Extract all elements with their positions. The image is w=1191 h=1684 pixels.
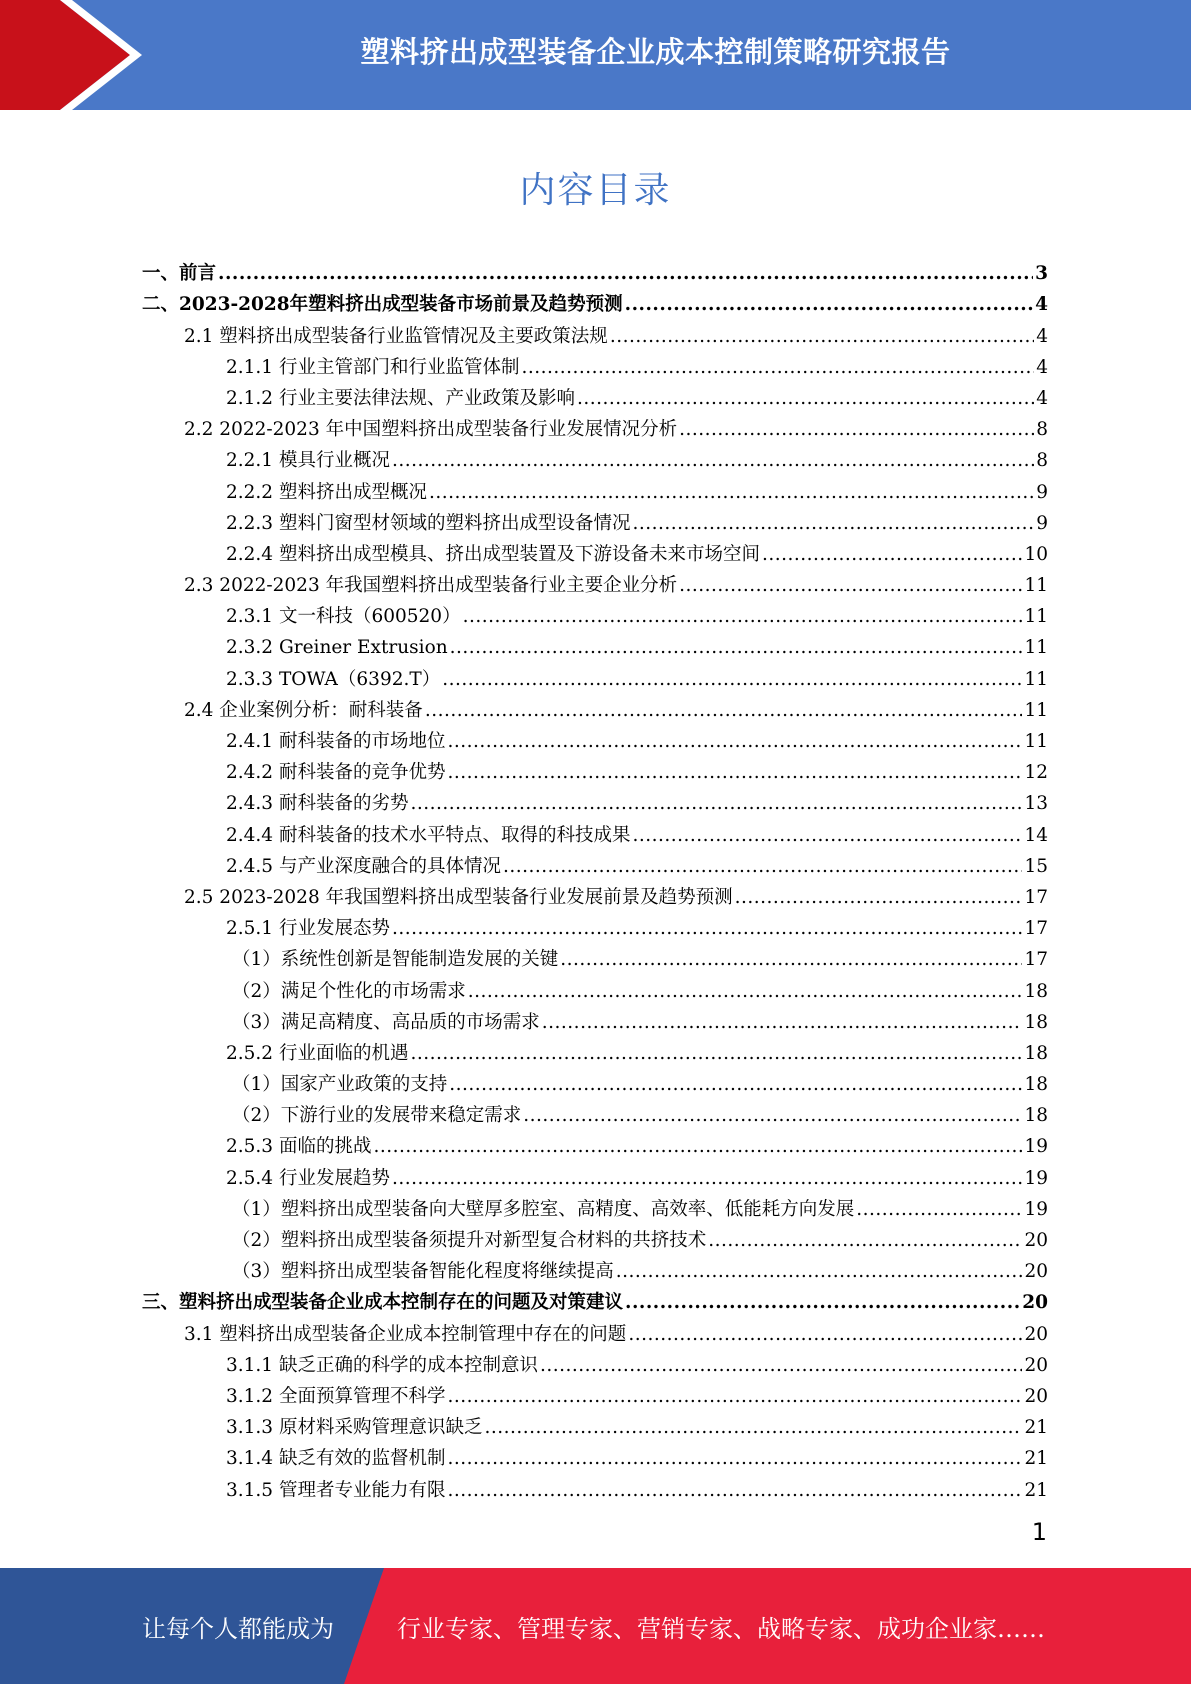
toc-entry-page: 12	[1024, 762, 1048, 784]
toc-entry[interactable]	[142, 1346, 1048, 1377]
toc-leader-dots	[616, 1261, 1023, 1283]
footer-banner	[0, 1568, 1191, 1684]
toc-entry-label: 2.1.2 行业主要法律法规、产业政策及影响	[226, 387, 575, 409]
toc-leader-dots	[392, 918, 1022, 940]
toc-leader-dots	[735, 887, 1023, 909]
toc-entry-label: 2.2.4 塑料挤出成型模具、挤出成型装置及下游设备未来市场空间	[226, 543, 760, 565]
toc-entry[interactable]	[142, 940, 1048, 971]
toc-entry-label: 3.1.4 缺乏有效的监督机制	[226, 1448, 446, 1470]
toc-entry[interactable]	[142, 1314, 1048, 1345]
toc-leader-dots	[463, 606, 1023, 628]
toc-entry-label: 2.4 企业案例分析：耐科装备	[184, 699, 423, 721]
toc-leader-dots	[425, 700, 1023, 722]
footer-slogan-left: 让每个人都能成为	[142, 1614, 334, 1643]
toc-leader-dots	[632, 825, 1022, 847]
toc-entry-page: 4	[1036, 387, 1048, 409]
toc-leader-dots	[708, 1230, 1022, 1252]
toc-leader-dots	[625, 294, 1033, 316]
toc-leader-dots	[762, 544, 1022, 566]
toc-entry-label: 2.3.3 TOWA（6392.T）	[226, 668, 441, 690]
toc-entry-label: 2.3.1 文一科技（600520）	[226, 606, 461, 628]
toc-leader-dots	[679, 419, 1034, 441]
toc-leader-dots	[610, 326, 1034, 348]
toc-entry-label: （1）国家产业政策的支持	[232, 1074, 448, 1096]
toc-entry-page: 20	[1024, 1354, 1048, 1376]
toc-entry-page: 8	[1036, 450, 1048, 472]
toc-entry-page: 11	[1024, 731, 1048, 752]
toc-entry-page: 20	[1024, 1323, 1048, 1345]
footer-slogan-right: 行业专家、管理专家、营销专家、战略专家、成功企业家……	[397, 1614, 1045, 1643]
toc-entry[interactable]	[142, 504, 1048, 535]
toc-entry-page: 18	[1024, 1105, 1048, 1127]
toc-entry[interactable]	[142, 1158, 1048, 1189]
toc-entry-label: 2.4.2 耐科装备的竞争优势	[226, 762, 446, 784]
toc-leader-dots	[447, 731, 1022, 753]
toc-entry-label: 2.2 2022-2023 年中国塑料挤出成型装备行业发展情况分析	[184, 419, 678, 441]
toc-entry-page: 9	[1036, 512, 1048, 534]
toc-entry-page: 4	[1036, 325, 1048, 347]
toc-entry-label: 一、前言	[142, 263, 217, 285]
toc-entry-label: 3.1.1 缺乏正确的科学的成本控制意识	[226, 1354, 538, 1376]
toc-entry[interactable]	[142, 254, 1048, 285]
toc-leader-dots	[373, 1136, 1022, 1158]
toc-entry-page: 3	[1035, 263, 1048, 285]
toc-leader-dots	[410, 793, 1022, 815]
toc-entry[interactable]	[142, 753, 1048, 784]
toc-entry-label: 2.2.2 塑料挤出成型概况	[226, 481, 427, 503]
toc-entry-label: （2）塑料挤出成型装备须提升对新型复合材料的共挤技术	[232, 1230, 707, 1251]
toc-entry-label: 2.4.1 耐科装备的市场地位	[226, 731, 446, 752]
toc-entry[interactable]	[142, 1377, 1048, 1408]
toc-entry[interactable]	[142, 628, 1048, 659]
toc-entry[interactable]	[142, 784, 1048, 815]
toc-entry-label: 2.4.3 耐科装备的劣势	[226, 793, 409, 815]
toc-entry-label: （3）塑料挤出成型装备智能化程度将继续提高	[232, 1261, 614, 1283]
toc-entry-label: 2.2.1 模具行业概况	[226, 450, 390, 472]
toc-entry-page: 14	[1024, 824, 1048, 846]
toc-entry-label: （2）下游行业的发展带来稳定需求	[232, 1105, 522, 1127]
toc-entry-label: 2.3 2022-2023 年我国塑料挤出成型装备行业主要企业分析	[184, 575, 678, 597]
toc-entry[interactable]	[142, 597, 1048, 628]
toc-entry[interactable]	[142, 1470, 1048, 1501]
toc-entry-label: 2.5.4 行业发展趋势	[226, 1167, 390, 1189]
toc-entry-page: 11	[1024, 606, 1048, 628]
toc-entry-label: 二、2023-2028年塑料挤出成型装备市场前景及趋势预测	[142, 294, 623, 316]
toc-leader-dots	[468, 981, 1023, 1003]
toc-entry-page: 17	[1024, 949, 1048, 971]
table-of-contents	[142, 254, 1048, 1502]
toc-entry[interactable]	[142, 379, 1048, 410]
toc-entry-label: 2.5.3 面临的挑战	[226, 1136, 372, 1158]
toc-entry-label: 2.2.3 塑料门窗型材领域的塑料挤出成型设备情况	[226, 512, 631, 534]
toc-leader-dots	[392, 1168, 1022, 1190]
report-title: 塑料挤出成型装备企业成本控制策略研究报告	[360, 34, 951, 69]
toc-entry-label: （1）系统性创新是智能制造发展的关键	[232, 949, 559, 971]
toc-leader-dots	[449, 1074, 1022, 1096]
toc-leader-dots	[540, 1355, 1022, 1377]
toc-entry-label: 三、塑料挤出成型装备企业成本控制存在的问题及对策建议	[142, 1292, 624, 1314]
toc-entry-page: 21	[1024, 1479, 1048, 1501]
toc-entry[interactable]	[142, 1127, 1048, 1158]
toc-entry[interactable]	[142, 1408, 1048, 1439]
toc-entry[interactable]	[142, 1065, 1048, 1096]
toc-entry[interactable]	[142, 815, 1048, 846]
toc-entry[interactable]	[142, 285, 1048, 316]
toc-entry-page: 11	[1024, 699, 1048, 721]
toc-entry-page: 18	[1024, 980, 1048, 1002]
toc-entry[interactable]	[142, 1190, 1048, 1221]
toc-entry-label: 3.1 塑料挤出成型装备企业成本控制管理中存在的问题	[184, 1323, 627, 1345]
toc-entry[interactable]	[142, 535, 1048, 566]
toc-entry-page: 20	[1024, 1230, 1048, 1251]
toc-leader-dots	[447, 762, 1022, 784]
toc-entry[interactable]	[142, 1221, 1048, 1252]
toc-entry-page: 18	[1024, 1074, 1048, 1096]
toc-entry-page: 18	[1024, 1042, 1048, 1064]
toc-entry[interactable]	[142, 348, 1048, 379]
toc-entry[interactable]	[142, 847, 1048, 878]
toc-leader-dots	[503, 856, 1022, 878]
toc-leader-dots	[628, 1324, 1022, 1346]
toc-entry-label: 2.1 塑料挤出成型装备行业监管情况及主要政策法规	[184, 325, 608, 347]
toc-leader-dots	[523, 1105, 1022, 1127]
toc-entry[interactable]	[142, 878, 1048, 909]
toc-entry-page: 11	[1024, 575, 1048, 597]
toc-entry-page: 19	[1024, 1167, 1048, 1189]
toc-leader-dots	[447, 1480, 1022, 1502]
toc-entry[interactable]	[142, 659, 1048, 690]
toc-entry-page: 20	[1024, 1261, 1048, 1283]
toc-heading: 内容目录	[519, 170, 672, 211]
toc-entry-page: 8	[1036, 419, 1048, 441]
toc-leader-dots	[577, 388, 1034, 410]
toc-entry-label: 2.5 2023-2028 年我国塑料挤出成型装备行业发展前景及趋势预测	[184, 886, 733, 908]
toc-entry-page: 21	[1024, 1417, 1048, 1439]
toc-leader-dots	[450, 637, 1023, 659]
toc-entry-page: 11	[1024, 668, 1048, 690]
toc-entry[interactable]	[142, 472, 1048, 503]
toc-leader-dots	[679, 575, 1022, 597]
toc-entry-label: 2.4.4 耐科装备的技术水平特点、取得的科技成果	[226, 824, 631, 846]
toc-entry-page: 18	[1024, 1011, 1048, 1033]
toc-leader-dots	[218, 263, 1033, 285]
header-arrow-decoration	[0, 0, 160, 110]
toc-leader-dots	[484, 1417, 1022, 1439]
toc-entry-page: 9	[1036, 481, 1048, 503]
toc-entry-label: 3.1.5 管理者专业能力有限	[226, 1479, 446, 1501]
toc-leader-dots	[560, 949, 1022, 971]
toc-entry-label: 2.4.5 与产业深度融合的具体情况	[226, 855, 501, 877]
toc-entry-label: （1）塑料挤出成型装备向大壁厚多腔室、高精度、高效率、低能耗方向发展	[232, 1198, 855, 1220]
toc-entry[interactable]	[142, 971, 1048, 1002]
toc-entry-label: 2.5.2 行业面临的机遇	[226, 1042, 409, 1064]
toc-entry-page: 20	[1022, 1292, 1048, 1314]
toc-entry-page: 21	[1024, 1448, 1048, 1470]
toc-entry-page: 19	[1024, 1198, 1048, 1220]
toc-entry-label: 3.1.3 原材料采购管理意识缺乏	[226, 1417, 483, 1439]
toc-leader-dots	[625, 1292, 1020, 1314]
toc-entry-label: 2.1.1 行业主管部门和行业监管体制	[226, 356, 520, 378]
header-banner	[0, 0, 1191, 110]
toc-leader-dots	[442, 669, 1022, 691]
toc-entry-page: 15	[1024, 855, 1048, 877]
toc-entry-page: 4	[1035, 294, 1048, 316]
toc-entry[interactable]	[142, 441, 1048, 472]
toc-entry-label: 2.5.1 行业发展态势	[226, 918, 390, 940]
toc-entry[interactable]	[142, 566, 1048, 597]
toc-entry[interactable]	[142, 1283, 1048, 1314]
toc-entry[interactable]	[142, 691, 1048, 722]
toc-entry-page: 17	[1024, 886, 1048, 908]
toc-entry[interactable]	[142, 1034, 1048, 1065]
toc-entry[interactable]	[142, 722, 1048, 753]
toc-entry-page: 17	[1024, 918, 1048, 940]
toc-entry[interactable]	[142, 1252, 1048, 1283]
toc-entry[interactable]	[142, 316, 1048, 347]
toc-entry-page: 19	[1024, 1136, 1048, 1158]
toc-entry[interactable]	[142, 1003, 1048, 1034]
toc-entry-label: 2.3.2 Greiner Extrusion	[226, 637, 448, 659]
toc-entry-page: 13	[1024, 793, 1048, 815]
toc-entry-label: （3）满足高精度、高品质的市场需求	[232, 1011, 540, 1033]
toc-entry-page: 20	[1024, 1385, 1048, 1407]
toc-leader-dots	[632, 513, 1034, 535]
toc-entry-label: 3.1.2 全面预算管理不科学	[226, 1385, 446, 1407]
toc-leader-dots	[392, 450, 1034, 472]
toc-leader-dots	[542, 1012, 1023, 1034]
toc-leader-dots	[447, 1386, 1022, 1408]
toc-entry-page: 4	[1036, 356, 1048, 378]
page-number: 1	[1031, 1518, 1047, 1546]
toc-leader-dots	[856, 1199, 1022, 1221]
toc-entry-page: 10	[1024, 543, 1048, 565]
toc-entry-page: 11	[1024, 637, 1048, 659]
toc-entry[interactable]	[142, 1439, 1048, 1470]
toc-leader-dots	[410, 1043, 1022, 1065]
toc-entry-label: （2）满足个性化的市场需求	[232, 980, 466, 1002]
toc-leader-dots	[447, 1448, 1022, 1470]
toc-entry[interactable]	[142, 909, 1048, 940]
toc-leader-dots	[521, 357, 1034, 379]
toc-entry[interactable]	[142, 1096, 1048, 1127]
toc-leader-dots	[429, 482, 1034, 504]
toc-entry[interactable]	[142, 410, 1048, 441]
